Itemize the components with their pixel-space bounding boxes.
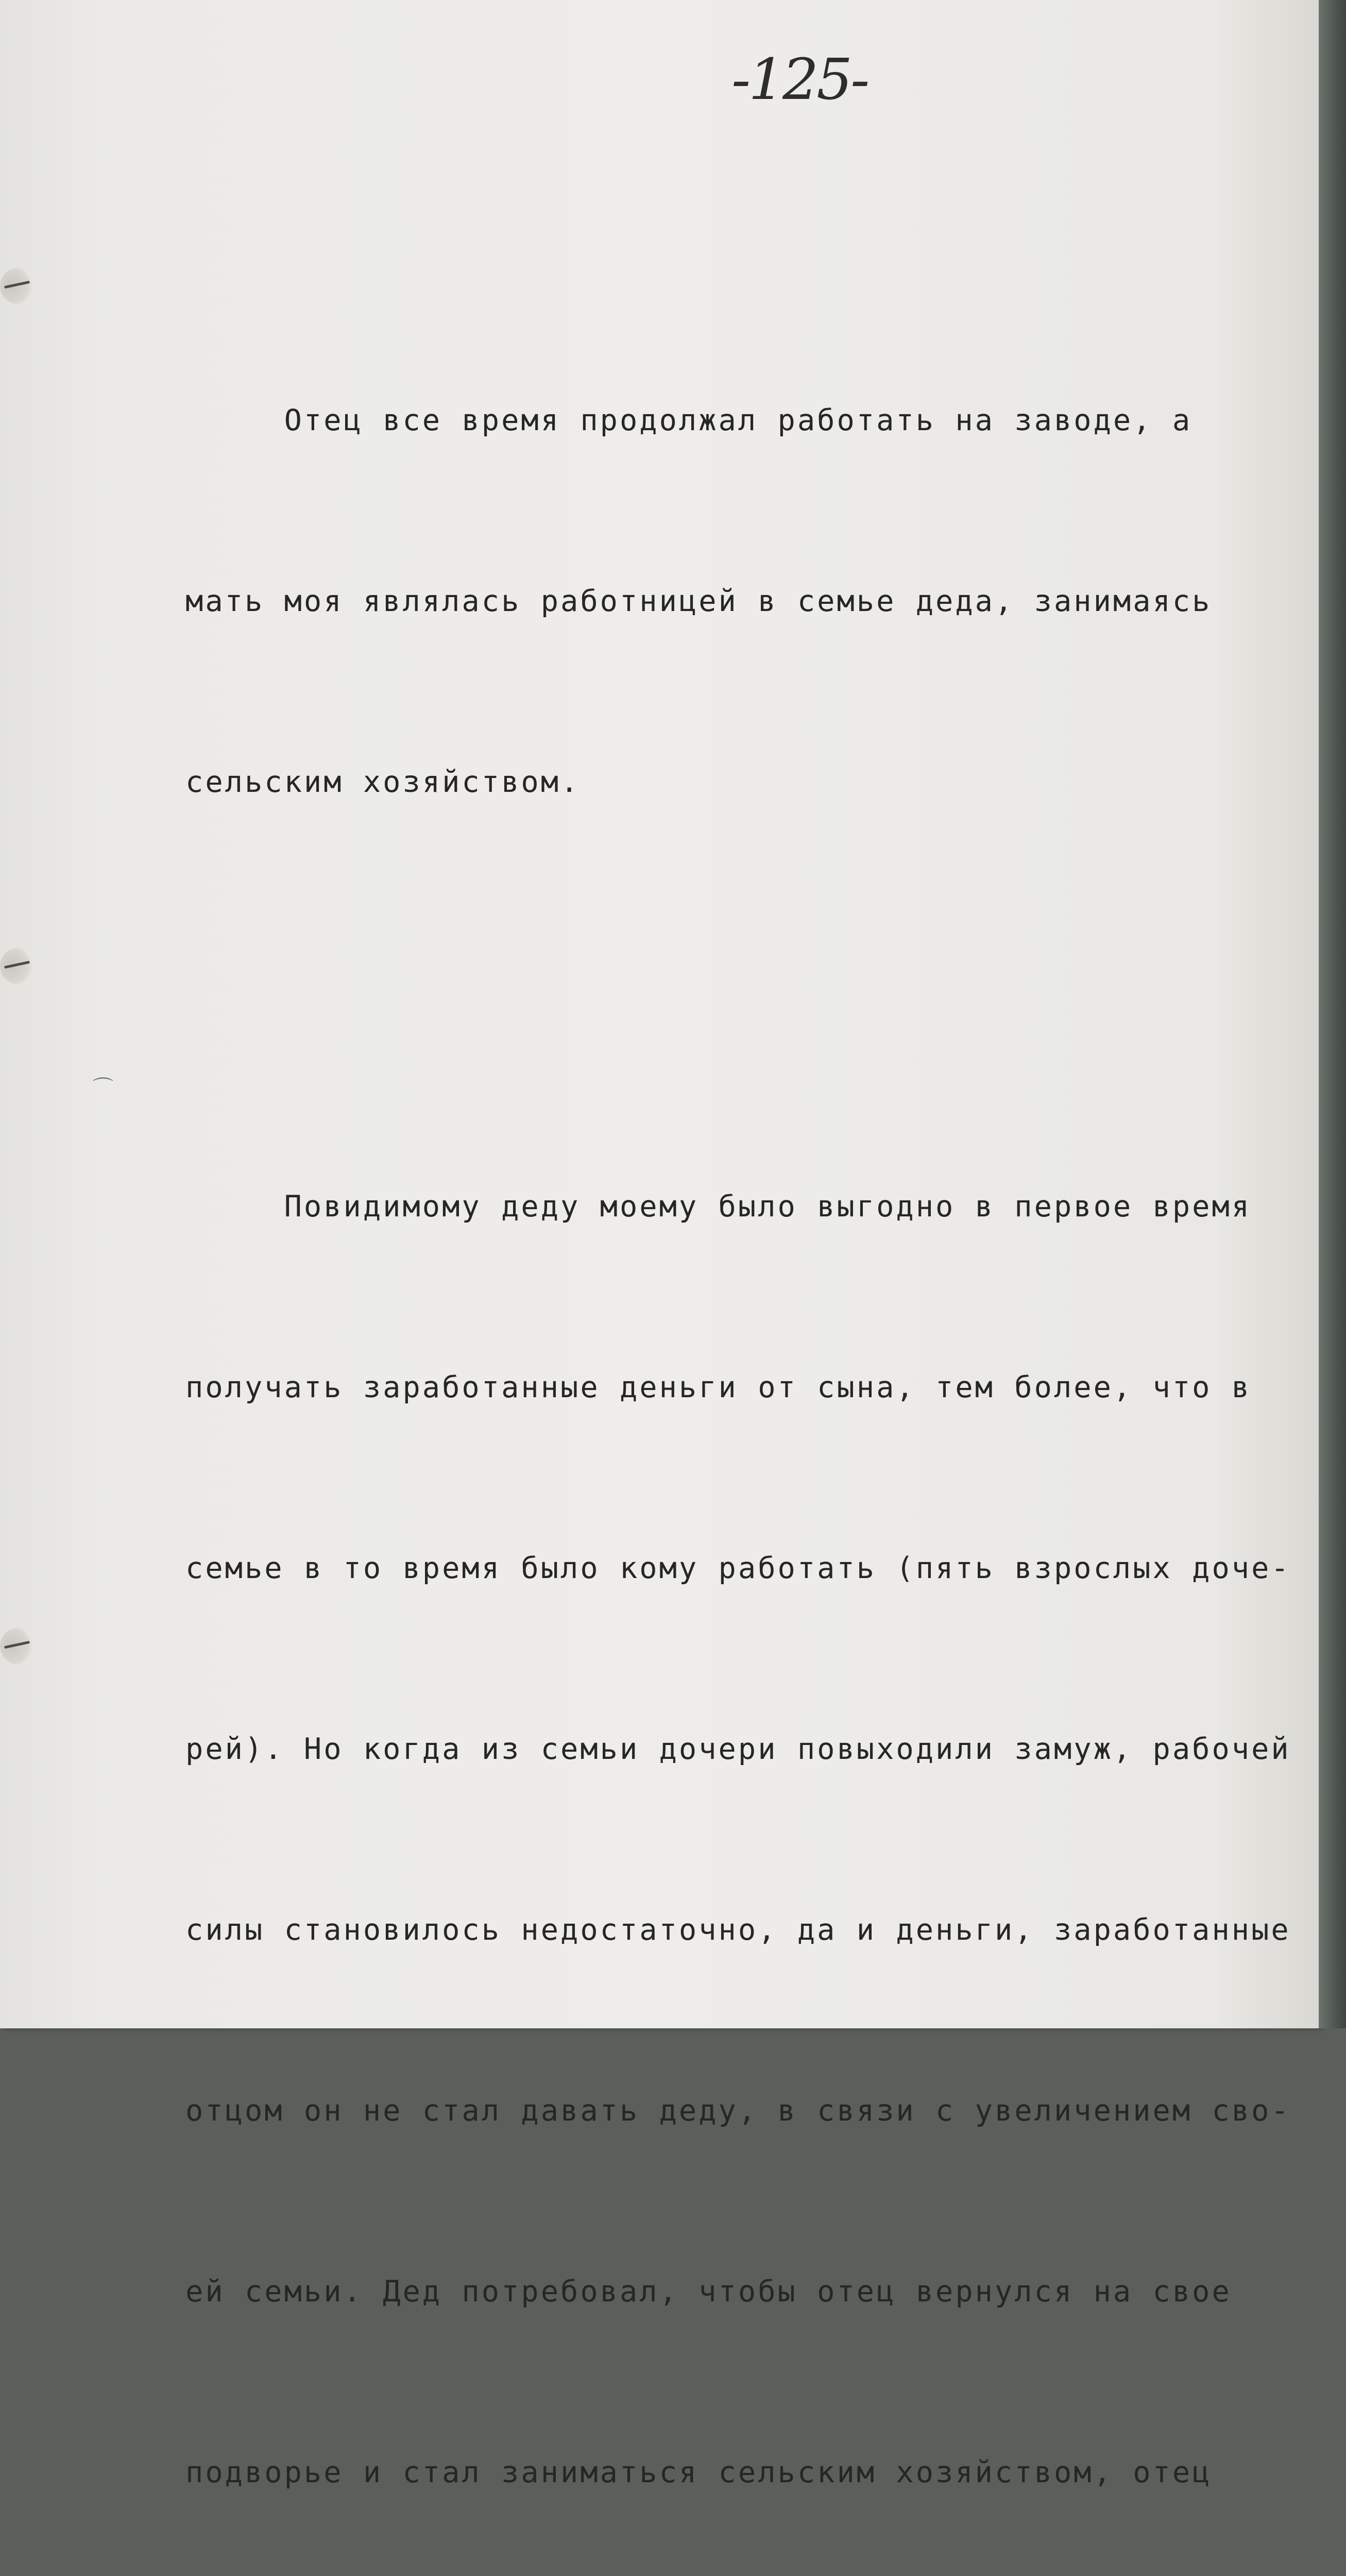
binding-hole-bottom [0,1628,36,1664]
paper-crease-mark: ⌒ [93,1076,113,1100]
paragraph-2 [185,1056,1329,2576]
text-line: силы становилось недостаточно, да и деньги, заработанные [185,1913,1291,1947]
binding-hole-top [0,268,36,304]
text-line: получать заработанные деньги от сына, тем более, что в [185,1370,1252,1404]
text-line: сельским хозяйством. [185,765,581,799]
text-line: Отец все время продолжал работать на заводе, а [185,403,1192,437]
binder-edge [1319,0,1346,2028]
text-line: подворье и стал заниматься сельским хозяйством, отец [185,2455,1212,2489]
binding-hole-middle [0,948,36,984]
page-number: -125- [731,46,868,112]
text-line: отцом он не стал давать деду, в связи с увеличением сво- [185,2094,1291,2128]
typewritten-text [185,149,1329,2576]
text-line: Повидимому деду моему было выгодно в первое время [185,1190,1252,1224]
text-line: мать моя являлась работницей в семье деда, занимаясь [185,584,1212,618]
text-line: семье в то время было кому работать (пять взрослых доче- [185,1551,1291,1585]
paragraph-1 [185,270,1329,933]
text-line: ей семьи. Дед потребовал, чтобы отец вернулся на свое [185,2275,1232,2309]
text-line: рей). Но когда из семьи дочери повыходили замуж, рабочей [185,1732,1291,1766]
